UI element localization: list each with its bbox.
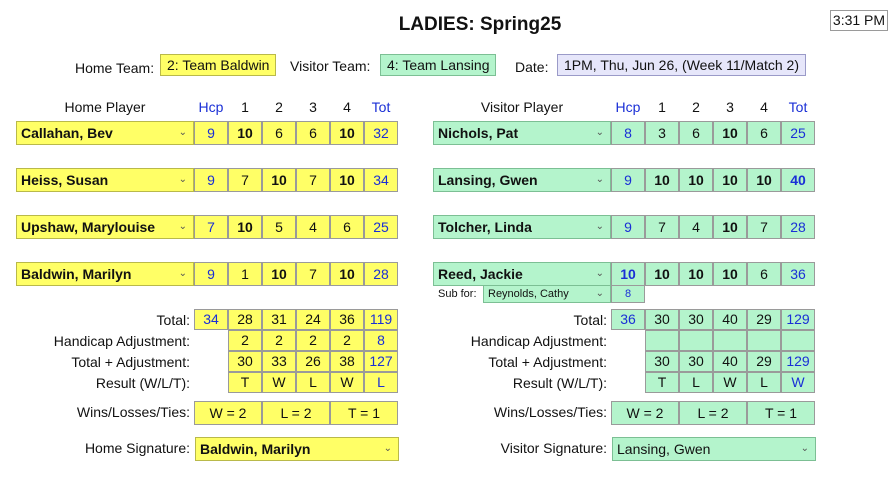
visitor-total-c3: 40 (713, 309, 747, 330)
home-result-c3: L (296, 372, 330, 393)
visitor-total_adj-c3: 40 (713, 351, 747, 372)
visitor-player-name: Reed, Jackie (438, 266, 523, 282)
visitor-score-s2[interactable]: 10 (679, 262, 713, 286)
home-score-hcp[interactable]: 9 (194, 262, 228, 286)
visitor-ties: T = 1 (747, 401, 815, 425)
sub-for-label: Sub for: (438, 288, 477, 300)
home-player-header: Home Player (64, 99, 146, 115)
home-score-s4[interactable]: 6 (330, 215, 364, 239)
home-score-hcp[interactable]: 9 (194, 168, 228, 192)
home-losses: L = 2 (262, 401, 330, 425)
home-result-c4: W (330, 372, 364, 393)
home-score-tot[interactable]: 34 (364, 168, 398, 192)
visitor-score-s3[interactable]: 10 (713, 262, 747, 286)
visitor-total-hcp: 36 (611, 309, 645, 330)
home-ties: T = 1 (330, 401, 398, 425)
home-player-name: Upshaw, Marylouise (21, 219, 156, 235)
visitor-wlt-label: Wins/Losses/Ties: (493, 404, 607, 420)
visitor-score-s1[interactable]: 3 (645, 121, 679, 145)
home-player-dropdown[interactable] (16, 168, 194, 192)
visitor-player-name: Tolcher, Linda (438, 219, 532, 235)
visitor-total_adj-c2: 30 (679, 351, 713, 372)
visitor-adjustment-c4 (747, 330, 781, 351)
visitor-result-c4: L (747, 372, 781, 393)
home-adjustment-c3: 2 (296, 330, 330, 351)
home-team-label: Home Team: (75, 60, 155, 76)
visitor-player-dropdown[interactable] (433, 168, 611, 192)
home-score-s2[interactable]: 10 (262, 168, 296, 192)
visitor-result-c1: T (645, 372, 679, 393)
home-total-c2: 31 (262, 309, 296, 330)
visitor-score-s2[interactable]: 6 (679, 121, 713, 145)
home-wlt-label: Wins/Losses/Ties: (76, 404, 190, 420)
chevron-down-icon: ⌄ (383, 443, 392, 454)
visitor-score-s3[interactable]: 10 (713, 168, 747, 192)
visitor-total-label: Total: (573, 312, 607, 328)
sub-for-dropdown[interactable] (483, 285, 611, 303)
visitor-total-tot: 129 (781, 309, 815, 330)
chevron-down-icon: ⌄ (595, 127, 604, 138)
visitor-score-hcp[interactable]: 10 (611, 262, 645, 286)
home-score-s3[interactable]: 4 (296, 215, 330, 239)
home-player-name: Heiss, Susan (21, 172, 109, 188)
home-score-hcp[interactable]: 9 (194, 121, 228, 145)
visitor-player-dropdown[interactable] (433, 215, 611, 239)
home-total_adj-label: Total + Adjustment: (71, 354, 190, 370)
home-score-hcp[interactable]: 7 (194, 215, 228, 239)
home-player-dropdown[interactable] (16, 215, 194, 239)
visitor-score-s4[interactable]: 6 (747, 121, 781, 145)
home-total-tot: 119 (364, 309, 398, 330)
visitor-player-dropdown[interactable] (433, 262, 611, 286)
visitor-total_adj-c1: 30 (645, 351, 679, 372)
home-total-c3: 24 (296, 309, 330, 330)
visitor-adjustment-tot (781, 330, 815, 351)
visitor-score-s4[interactable]: 6 (747, 262, 781, 286)
visitor-score-s1[interactable]: 10 (645, 168, 679, 192)
date-field[interactable]: 1PM, Thu, Jun 26, (Week 11/Match 2) (557, 54, 806, 76)
home-total_adj-tot: 127 (364, 351, 398, 372)
chevron-down-icon: ⌄ (595, 174, 604, 185)
home-tot-header: Tot (371, 99, 391, 115)
home-signature-value: Baldwin, Marilyn (200, 441, 311, 457)
visitor-score-s3[interactable]: 10 (713, 121, 747, 145)
visitor-player-name: Nichols, Pat (438, 125, 519, 141)
home-signature-dropdown[interactable] (195, 437, 399, 461)
home-score-s1[interactable]: 1 (228, 262, 262, 286)
visitor-tot-header: Tot (788, 99, 808, 115)
visitor-score-s3[interactable]: 10 (713, 215, 747, 239)
home-player-name: Callahan, Bev (21, 125, 113, 141)
visitor-player-header: Visitor Player (480, 99, 564, 115)
visitor-result-c3: W (713, 372, 747, 393)
home-result-c1: T (228, 372, 262, 393)
visitor-player-dropdown[interactable] (433, 121, 611, 145)
home-score-s4[interactable]: 10 (330, 121, 364, 145)
visitor-score-tot[interactable]: 40 (781, 168, 815, 192)
visitor-total_adj-label: Total + Adjustment: (488, 354, 607, 370)
home-col3-header: 3 (309, 99, 317, 115)
home-col2-header: 2 (275, 99, 283, 115)
home-total_adj-c2: 33 (262, 351, 296, 372)
visitor-team-label: Visitor Team: (290, 58, 371, 74)
home-wins: W = 2 (194, 401, 262, 425)
visitor-col1-header: 1 (658, 99, 666, 115)
chevron-down-icon: ⌄ (595, 268, 604, 279)
visitor-adjustment-c3 (713, 330, 747, 351)
chevron-down-icon: ⌄ (178, 221, 187, 232)
home-score-s4[interactable]: 10 (330, 262, 364, 286)
visitor-score-hcp[interactable]: 9 (611, 168, 645, 192)
home-col4-header: 4 (343, 99, 351, 115)
home-score-s3[interactable]: 7 (296, 262, 330, 286)
home-team-field[interactable]: 2: Team Baldwin (160, 54, 276, 76)
sub-hcp: 8 (611, 285, 645, 303)
visitor-total-c1: 30 (645, 309, 679, 330)
visitor-score-tot[interactable]: 25 (781, 121, 815, 145)
home-score-tot[interactable]: 32 (364, 121, 398, 145)
visitor-team-field[interactable]: 4: Team Lansing (380, 54, 496, 76)
visitor-total_adj-tot: 129 (781, 351, 815, 372)
visitor-score-hcp[interactable]: 9 (611, 215, 645, 239)
visitor-losses: L = 2 (679, 401, 747, 425)
visitor-score-s4[interactable]: 10 (747, 168, 781, 192)
home-adjustment-label: Handicap Adjustment: (53, 333, 190, 349)
home-total-label: Total: (156, 312, 190, 328)
visitor-player-name: Lansing, Gwen (438, 172, 538, 188)
clock: 3:31 PM (830, 10, 888, 31)
home-result-label: Result (W/L/T): (95, 375, 190, 391)
visitor-result-c2: L (679, 372, 713, 393)
home-adjustment-c1: 2 (228, 330, 262, 351)
visitor-col2-header: 2 (692, 99, 700, 115)
home-score-s4[interactable]: 10 (330, 168, 364, 192)
home-result-c2: W (262, 372, 296, 393)
home-hcp-header: Hcp (198, 99, 224, 115)
visitor-signature-label: Visitor Signature: (500, 440, 607, 456)
home-adjustment-tot: 8 (364, 330, 398, 351)
visitor-hcp-header: Hcp (615, 99, 641, 115)
chevron-down-icon: ⌄ (178, 268, 187, 279)
visitor-score-hcp[interactable]: 8 (611, 121, 645, 145)
home-score-tot[interactable]: 28 (364, 262, 398, 286)
visitor-score-s2[interactable]: 10 (679, 168, 713, 192)
home-player-dropdown[interactable] (16, 262, 194, 286)
home-score-tot[interactable]: 25 (364, 215, 398, 239)
home-total_adj-c3: 26 (296, 351, 330, 372)
chevron-down-icon: ⌄ (595, 288, 604, 299)
visitor-total-c4: 29 (747, 309, 781, 330)
home-score-s1[interactable]: 7 (228, 168, 262, 192)
home-score-s3[interactable]: 6 (296, 121, 330, 145)
visitor-total-c2: 30 (679, 309, 713, 330)
home-result-tot: L (364, 372, 398, 393)
home-total-hcp: 34 (194, 309, 228, 330)
home-player-name: Baldwin, Marilyn (21, 266, 132, 282)
home-score-s3[interactable]: 7 (296, 168, 330, 192)
home-score-s2[interactable]: 6 (262, 121, 296, 145)
visitor-score-s1[interactable]: 7 (645, 215, 679, 239)
visitor-score-s2[interactable]: 4 (679, 215, 713, 239)
home-adjustment-c2: 2 (262, 330, 296, 351)
visitor-col3-header: 3 (726, 99, 734, 115)
chevron-down-icon: ⌄ (178, 127, 187, 138)
visitor-adjustment-c2 (679, 330, 713, 351)
visitor-wins: W = 2 (611, 401, 679, 425)
visitor-adjustment-label: Handicap Adjustment: (470, 333, 607, 349)
visitor-signature-dropdown[interactable] (612, 437, 816, 461)
home-score-s1[interactable]: 10 (228, 215, 262, 239)
sub-for-value: Reynolds, Cathy (488, 288, 569, 300)
chevron-down-icon: ⌄ (595, 221, 604, 232)
visitor-result-label: Result (W/L/T): (512, 375, 607, 391)
home-score-s1[interactable]: 10 (228, 121, 262, 145)
home-score-s2[interactable]: 5 (262, 215, 296, 239)
home-total-c1: 28 (228, 309, 262, 330)
home-total_adj-c4: 38 (330, 351, 364, 372)
home-total_adj-c1: 30 (228, 351, 262, 372)
home-player-dropdown[interactable] (16, 121, 194, 145)
visitor-score-tot[interactable]: 36 (781, 262, 815, 286)
date-label: Date: (515, 59, 549, 75)
home-adjustment-c4: 2 (330, 330, 364, 351)
visitor-signature-value: Lansing, Gwen (617, 441, 711, 457)
visitor-score-s1[interactable]: 10 (645, 262, 679, 286)
home-score-s2[interactable]: 10 (262, 262, 296, 286)
visitor-col4-header: 4 (760, 99, 768, 115)
chevron-down-icon: ⌄ (178, 174, 187, 185)
home-signature-label: Home Signature: (84, 440, 190, 456)
visitor-adjustment-c1 (645, 330, 679, 351)
home-total-c4: 36 (330, 309, 364, 330)
home-col1-header: 1 (241, 99, 249, 115)
visitor-result-tot: W (781, 372, 815, 393)
visitor-total_adj-c4: 29 (747, 351, 781, 372)
chevron-down-icon: ⌄ (800, 443, 809, 454)
visitor-score-tot[interactable]: 28 (781, 215, 815, 239)
page-title: LADIES: Spring25 (398, 14, 562, 35)
visitor-score-s4[interactable]: 7 (747, 215, 781, 239)
